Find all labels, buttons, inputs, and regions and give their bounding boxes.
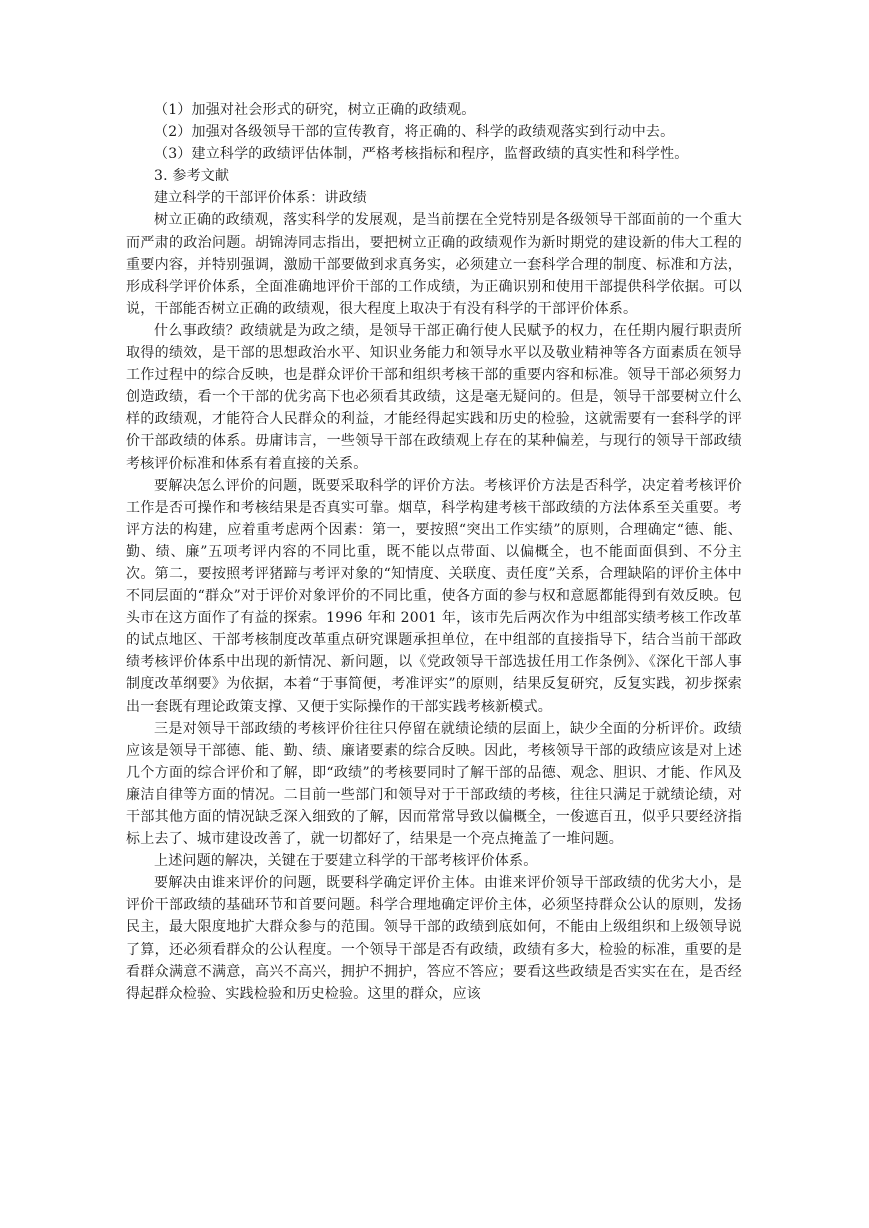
body-paragraph: 要解决怎么评价的问题，既要采取科学的评价方法。考核评价方法是否科学，决定着考核评价工作是否可操作和考核结果是否真实可靠。烟草，科学构建考核干部政绩的方法体系至关重要。考评方法的构建，应着重考虑两个因素：第一，要按照“突出工作实绩”的原则，合理确定“德、能、勤、绩、廉”五项考评内容的不同比重，既不能以点带面、以偏概全，也不能面面俱到、不分主次。第二，要按照考评猪蹄与考评对象的“知情度、关联度、责任度”关系，合理缺陷的评价主体中不同层面的“群众”对于评价对象评价的不同比重，使各方面的参与权和意愿都能得到有效反映。包头市在这方面作了有益的探索。1996 年和 2001 年，该市先后两次作为中组部实绩考核工作改革的试点地区、干部考核制度改革重点研究课题承担单位，在中组部的直接指导下，结合当前干部政绩考核评价体系中出现的新情况、新问题，以《党政领导干部选拔任用工作条例》、《深化干部人事制度改革纲要》为依据，本着“于事简便，考准评实”的原则，结果反复研究，反复实践，初步探索出一套既有理论政策支撑、又便于实际操作的干部实践考核新模式。 [126, 477, 742, 715]
body-paragraph: 上述问题的解决，关键在于要建立科学的干部考核评价体系。 [154, 853, 538, 870]
section-heading: 3. 参考文献 [154, 168, 230, 185]
body-paragraph: 要解决由谁来评价的问题，既要科学确定评价主体。由谁来评价领导干部政绩的优劣大小，是评价干部政绩的基础环节和首要问题。科学合理地确定评价主体，必须坚持群众公认的原则，发扬民主，最大限度地扩大群众参与的范围。领导干部的政绩到底如何，不能由上级组织和上级领导说了算，还必须看群众的公认程度。一个领导干部是否有政绩，政绩有多大，检验的标准，重要的是看群众满意不满意，高兴不高兴，拥护不拥护，答应不答应；要看这些政绩是否实实在在，是否经得起群众检验、实践检验和历史检验。这里的群众，应该 [126, 875, 742, 1002]
measure-item: （2）加强对各级领导干部的宣传教育，将正确的、科学的政绩观落实到行动中去。 [154, 124, 675, 141]
body-paragraph: 三是对领导干部政绩的考核评价往往只停留在就绩论绩的层面上，缺少全面的分析评价。政绩应该是领导干部德、能、勤、绩、廉诸要素的综合反映。因此，考核领导干部的政绩应该是对上述几个方面的综合评价和了解，即“政绩”的考核要同时了解干部的品德、观念、胆识、才能、作风及廉洁自律等方面的情况。二目前一些部门和领导对于干部政绩的考核，往往只满足于就绩论绩，对干部其他方面的情况缺乏深入细致的了解，因而常常导致以偏概全，一俊遮百丑，似乎只要经济指标上去了、城市建设改善了，就一切都好了，结果是一个亮点掩盖了一堆问题。 [126, 720, 742, 848]
body-paragraph: 什么事政绩？政绩就是为政之绩，是领导干部正确行使人民赋予的权力，在任期内履行职责所取得的绩效，是干部的思想政治水平、知识业务能力和领导水平以及敬业精神等各方面素质在领导工作过程中的综合反映，也是群众评价干部和组织考核干部的重要内容和标准。领导干部必须努力创造政绩，看一个干部的优劣高下也必须看其政绩，这是毫无疑问的。但是，领导干部要树立什么样的政绩观，才能符合人民群众的利益，才能经得起实践和历史的检验，这就需要有一套科学的评价干部政绩的体系。毋庸讳言，一些领导干部在政绩观上存在的某种偏差，与现行的领导干部政绩考核评价标准和体系有着直接的关系。 [126, 322, 742, 472]
measure-item: （3）建立科学的政绩评估体制，严格考核指标和程序，监督政绩的真实性和科学性。 [154, 146, 689, 163]
document-page [126, 99, 742, 1005]
reference-title: 建立科学的干部评价体系：讲政绩 [154, 190, 367, 207]
body-paragraph: 树立正确的政绩观，落实科学的发展观，是当前摆在全党特别是各级领导干部面前的一个重大而严肃的政治问题。胡锦涛同志指出，要把树立正确的政绩观作为新时期党的建设新的伟大工程的重要内容，并特别强调，激励干部要做到求真务实，必须建立一套科学合理的制度、标准和方法，形成科学评价体系，全面准确地评价干部的工作成绩，为正确识别和使用干部提供科学依据。可以说，干部能否树立正确的政绩观，很大程度上取决于有没有科学的干部评价体系。 [126, 212, 742, 317]
measure-item: （1）加强对社会形式的研究，树立正确的政绩观。 [154, 102, 476, 118]
